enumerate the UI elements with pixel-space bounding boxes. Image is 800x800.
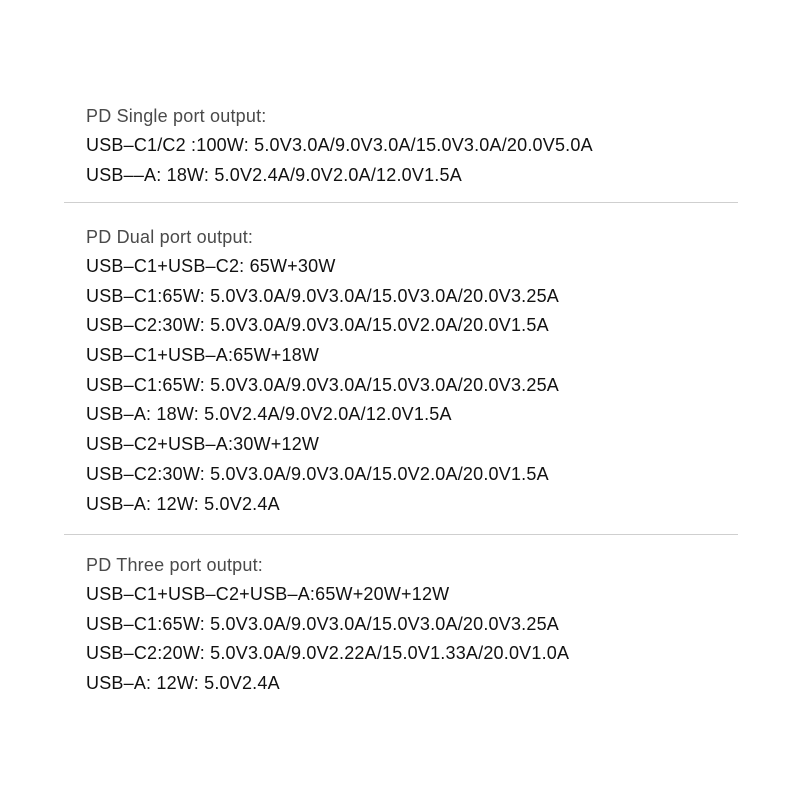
spec-line: USB–C1+USB–A:65W+18W (86, 345, 320, 366)
spec-line: USB–C2:20W: 5.0V3.0A/9.0V2.22A/15.0V1.33A/20.0V1.0A (86, 643, 570, 664)
spec-line: USB–C1:65W: 5.0V3.0A/9.0V3.0A/15.0V3.0A/20.0V3.25A (86, 374, 559, 395)
spec-line: USB–A: 12W: 5.0V2.4A (86, 673, 280, 694)
spec-line: USB–C1+USB–C2: 65W+30W (86, 256, 336, 276)
spec-line: USB–A: 18W: 5.0V2.4A/9.0V2.0A/12.0V1.5A (86, 404, 452, 425)
spec-line: USB–C1+USB–C2+USB–A:65W+20W+12W (86, 584, 450, 604)
three-port-section (86, 550, 766, 699)
spec-line: USB–C2+USB–A:30W+12W (86, 434, 320, 455)
spec-line: USB–A: 12W: 5.0V2.4A (86, 493, 280, 514)
section-title-three-port: PD Three port output: (86, 555, 263, 575)
spec-line: USB–C1/C2 :100W: 5.0V3.0A/9.0V3.0A/15.0V3.0A/20.0V5.0A (86, 135, 593, 155)
spec-line: USB–C1:65W: 5.0V3.0A/9.0V3.0A/15.0V3.0A/20.0V3.25A (86, 613, 559, 634)
section-divider (64, 534, 738, 535)
dual-port-section (86, 222, 766, 519)
section-title-dual-port: PD Dual port output: (86, 227, 254, 247)
spec-line: USB–C1:65W: 5.0V3.0A/9.0V3.0A/15.0V3.0A/20.0V3.25A (86, 285, 559, 306)
spec-line: USB–C2:30W: 5.0V3.0A/9.0V3.0A/15.0V2.0A/20.0V1.5A (86, 463, 549, 484)
spec-line: USB––A: 18W: 5.0V2.4A/9.0V2.0A/12.0V1.5A (86, 164, 462, 185)
single-port-section (86, 101, 766, 190)
section-title-single-port: PD Single port output: (86, 106, 267, 126)
section-divider (64, 202, 738, 203)
spec-line: USB–C2:30W: 5.0V3.0A/9.0V3.0A/15.0V2.0A/20.0V1.5A (86, 315, 549, 336)
